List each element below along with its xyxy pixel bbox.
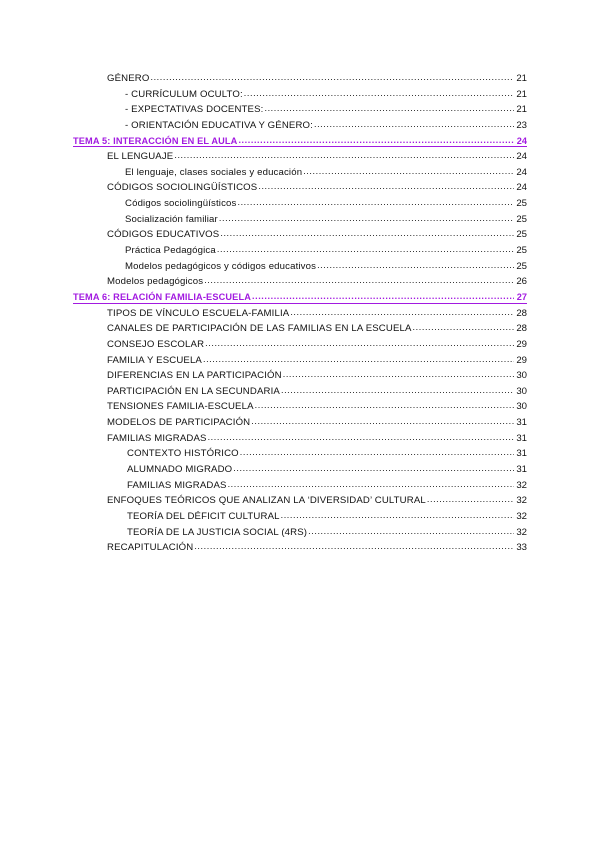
toc-entry-title: TEMA 6: RELACIÓN FAMILIA-ESCUELA [73, 291, 251, 302]
toc-page-number: 21 [516, 88, 527, 100]
toc-page-number: 32 [516, 479, 527, 491]
toc-entry-title: CÓDIGOS SOCIOLINGÜÍSTICOS [107, 182, 258, 194]
toc-page-number: 25 [516, 260, 527, 272]
toc-entry-link[interactable] [0, 431, 600, 447]
chapter-underline [73, 146, 527, 147]
dot-leader [281, 508, 514, 524]
toc-page-number: 30 [516, 401, 527, 413]
table-of-contents [0, 71, 600, 556]
toc-entry-title: RECAPITULACIÓN [107, 542, 194, 554]
toc-entry-title: - EXPECTATIVAS DOCENTES: [125, 104, 264, 116]
toc-entry-link[interactable] [0, 493, 600, 509]
toc-page-number: 25 [516, 245, 527, 257]
toc-entry-link[interactable] [0, 509, 600, 525]
toc-entry-link[interactable] [0, 353, 600, 369]
toc-chapter-link[interactable] [0, 290, 600, 306]
toc-entry-link[interactable] [0, 259, 600, 275]
dot-leader [283, 367, 514, 383]
toc-entry-link[interactable] [0, 306, 600, 322]
toc-entry-title: FAMILIAS MIGRADAS [107, 432, 207, 444]
toc-page-number: 26 [516, 276, 527, 288]
toc-entry-link[interactable] [0, 368, 600, 384]
toc-entry-title: TIPOS DE VÍNCULO ESCUELA-FAMILIA [107, 307, 290, 319]
toc-entry-link[interactable] [0, 525, 600, 541]
toc-entry-link[interactable] [0, 415, 600, 431]
toc-entry-title: - ORIENTACIÓN EDUCATIVA Y GÉNERO: [125, 119, 313, 131]
dot-leader [251, 414, 514, 430]
toc-entry-link[interactable] [0, 540, 600, 556]
toc-entry-link[interactable] [0, 478, 600, 494]
toc-page-number: 23 [516, 119, 527, 131]
dot-leader [228, 477, 514, 493]
toc-page-number: 27 [516, 291, 527, 302]
toc-page-number: 25 [516, 198, 527, 210]
toc-entry-link[interactable] [0, 212, 600, 228]
toc-entry-link[interactable] [0, 87, 600, 103]
toc-entry-title: TEMA 5: INTERACCIÓN EN EL AULA [73, 135, 238, 146]
toc-entry-link[interactable] [0, 274, 600, 290]
toc-page-number: 29 [516, 338, 527, 350]
dot-leader [204, 273, 514, 289]
dot-leader [219, 211, 514, 227]
toc-page-number: 31 [516, 417, 527, 429]
toc-entry-link[interactable] [0, 337, 600, 353]
toc-entry-title: FAMILIAS MIGRADAS [127, 479, 227, 491]
toc-page-number: 25 [516, 213, 527, 225]
toc-entry-link[interactable] [0, 196, 600, 212]
toc-entry-link[interactable] [0, 321, 600, 337]
dot-leader [203, 352, 514, 368]
dot-leader [233, 461, 514, 477]
toc-page-number: 32 [516, 510, 527, 522]
toc-entry-title: FAMILIA Y ESCUELA [107, 354, 202, 366]
dot-leader [217, 242, 514, 258]
toc-page-number: 24 [516, 182, 527, 194]
dot-leader [255, 398, 514, 414]
toc-entry-link[interactable] [0, 165, 600, 181]
toc-page-number: 32 [516, 495, 527, 507]
toc-chapter-link[interactable] [0, 134, 600, 150]
toc-entry-link[interactable] [0, 180, 600, 196]
toc-page-number: 32 [516, 526, 527, 538]
dot-leader [240, 445, 514, 461]
toc-page-number: 30 [516, 370, 527, 382]
toc-entry-title: GÉNERO [107, 73, 150, 84]
toc-page-number: 29 [516, 354, 527, 366]
toc-page-number: 24 [516, 151, 527, 163]
toc-entry-link[interactable] [0, 384, 600, 400]
toc-page-number: 21 [516, 104, 527, 116]
dot-leader [208, 430, 514, 446]
toc-entry-title: ALUMNADO MIGRADO [127, 464, 233, 476]
toc-page-number: 24 [516, 166, 527, 178]
toc-entry-link[interactable] [0, 149, 600, 165]
toc-page-number: 30 [516, 385, 527, 397]
toc-entry-title: TEORÍA DE LA JUSTICIA SOCIAL (4RS) [127, 526, 308, 538]
toc-entry-link[interactable] [0, 446, 600, 462]
toc-entry-link[interactable] [0, 71, 600, 87]
toc-entry-title: CONSEJO ESCOLAR [107, 338, 205, 350]
toc-entry-title: TEORÍA DEL DÉFICIT CULTURAL [127, 510, 280, 522]
dot-leader [205, 336, 514, 352]
toc-entry-title: MODELOS DE PARTICIPACIÓN [107, 417, 251, 429]
dot-leader [290, 305, 514, 321]
toc-entry-link[interactable] [0, 102, 600, 118]
dot-leader [220, 226, 514, 242]
dot-leader [303, 164, 514, 180]
toc-entry-title: Práctica Pedagógica [125, 245, 216, 257]
dot-leader [264, 101, 514, 117]
toc-entry-title: ENFOQUES TEÓRICOS QUE ANALIZAN LA ‘DIVERSIDAD’ CULTURAL [107, 495, 426, 507]
toc-entry-title: CANALES DE PARTICIPACIÓN DE LAS FAMILIAS EN LA ESCUELA [107, 323, 412, 335]
dot-leader [194, 539, 514, 555]
toc-entry-title: El lenguaje, clases sociales y educación [125, 166, 303, 178]
dot-leader [427, 492, 514, 508]
toc-entry-link[interactable] [0, 118, 600, 134]
toc-page-number: 28 [516, 323, 527, 335]
toc-page-number: 31 [516, 432, 527, 444]
toc-entry-title: Modelos pedagógicos [107, 276, 204, 288]
toc-entry-title: Modelos pedagógicos y códigos educativos [125, 260, 317, 272]
dot-leader [314, 117, 514, 133]
dot-leader [413, 320, 514, 336]
toc-entry-title: DIFERENCIAS EN LA PARTICIPACIÓN [107, 370, 282, 382]
toc-page-number: 33 [516, 542, 527, 554]
toc-page-number: 21 [516, 73, 527, 84]
dot-leader [281, 383, 514, 399]
toc-entry-title: CÓDIGOS EDUCATIVOS [107, 229, 220, 241]
toc-entry-title: Códigos sociolingüísticos [125, 198, 237, 210]
toc-entry-link[interactable] [0, 399, 600, 415]
chapter-underline [73, 303, 527, 304]
toc-entry-link[interactable] [0, 243, 600, 259]
toc-entry-title: PARTICIPACIÓN EN LA SECUNDARIA [107, 385, 280, 397]
dot-leader [174, 148, 514, 164]
dot-leader [258, 179, 514, 195]
toc-page-number: 31 [516, 464, 527, 476]
toc-entry-title: TENSIONES FAMILIA-ESCUELA [107, 401, 254, 413]
toc-page-number: 25 [516, 229, 527, 241]
toc-page-number: 24 [516, 135, 527, 146]
toc-entry-title: Socialización familiar [125, 213, 218, 225]
toc-page-number: 28 [516, 307, 527, 319]
toc-entry-title: EL LENGUAJE [107, 151, 174, 163]
dot-leader [317, 258, 514, 274]
toc-entry-link[interactable] [0, 462, 600, 478]
dot-leader [308, 524, 514, 540]
toc-entry-link[interactable] [0, 227, 600, 243]
toc-entry-title: - CURRÍCULUM OCULTO: [125, 88, 243, 100]
toc-entry-title: CONTEXTO HISTÓRICO [127, 448, 239, 460]
dot-leader [237, 195, 514, 211]
dot-leader [150, 70, 514, 86]
dot-leader [244, 86, 514, 102]
toc-page-number: 31 [516, 448, 527, 460]
